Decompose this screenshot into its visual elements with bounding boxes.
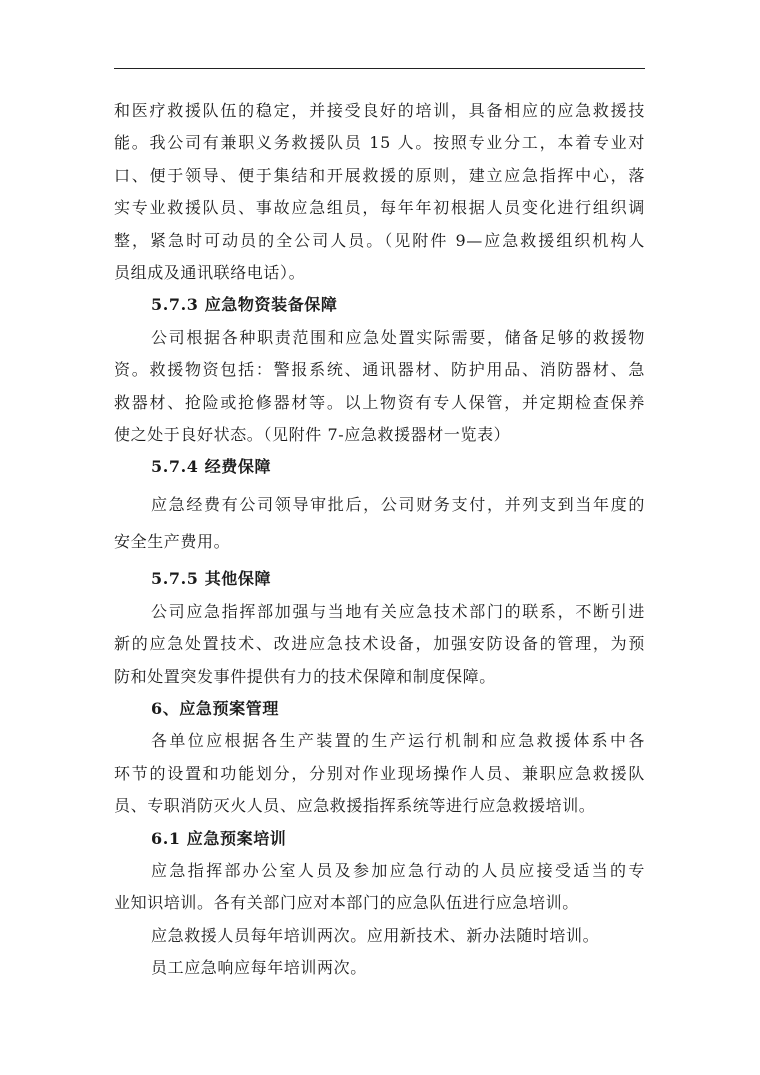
text-line: 各单位应根据各生产装置的生产运行机制和应急救援体系中各 (151, 731, 645, 751)
text-line: 实专业救援队员、事故应急组员，每年年初根据人员变化进行组织调 (114, 198, 645, 218)
text-line: 资。救援物资包括：警报系统、通讯器材、防护用品、消防器材、急 (114, 360, 645, 380)
text-line: 救器材、抢险或抢修器材等。以上物资有专人保管，并定期检查保养 (114, 392, 645, 412)
paragraph-training-scope (114, 725, 645, 822)
paragraph-rescue-staff-training: 应急救援人员每年培训两次。应用新技术、新办法随时培训。 (151, 925, 600, 945)
text-line: 口、便于领导、便于集结和开展救援的原则，建立应急指挥中心，落 (114, 165, 645, 185)
paragraph-employee-training: 员工应急响应每年培训两次。 (151, 958, 367, 978)
section-heading-5-7-3: 5.7.3 应急物资装备保障 (151, 295, 338, 315)
text-line: 环节的设置和功能划分，分别对作业现场操作人员、兼职应急救援队 (114, 763, 645, 783)
text-line: 使之处于良好状态。（见附件 7-应急救援器材一览表） (114, 424, 511, 444)
text-line: 新的应急处置技术、改进应急技术设备，加强安防设备的管理，为预 (114, 634, 645, 654)
document-body (114, 95, 645, 985)
text-line: 公司根据各种职责范围和应急处置实际需要，储备足够的救援物 (151, 327, 645, 347)
section-heading-5-7-5: 5.7.5 其他保障 (151, 569, 272, 589)
paragraph-team-stability (114, 95, 645, 289)
text-line: 防和处置突发事件提供有力的技术保障和制度保障。 (114, 666, 496, 686)
text-line: 能。我公司有兼职义务救援队员 15 人。按照专业分工，本着专业对 (114, 133, 645, 153)
header-rule (114, 68, 645, 69)
section-heading-5-7-4: 5.7.4 经费保障 (151, 457, 272, 477)
text-line: 和医疗救援队伍的稳定，并接受良好的培训，具备相应的应急救援技 (114, 101, 645, 120)
text-line: 员、专职消防灭火人员、应急救援指挥系统等进行应急救援培训。 (114, 796, 596, 816)
section-heading-6: 6、应急预案管理 (151, 699, 279, 719)
paragraph-materials (114, 322, 645, 452)
section-heading-6-1: 6.1 应急预案培训 (151, 828, 287, 848)
text-line: 应急指挥部办公室人员及参加应急行动的人员应接受适当的专 (151, 860, 645, 880)
text-line: 应急经费有公司领导审批后，公司财务支付，并列支到当年度的 (151, 494, 645, 514)
paragraph-professional-training (114, 855, 645, 920)
paragraph-funds (114, 489, 645, 559)
text-line: 整，紧急时可动员的全公司人员。（见附件 9—应急救援组织机构人 (114, 230, 645, 250)
text-line: 业知识培训。各有关部门应对本部门的应急队伍进行应急培训。 (114, 893, 579, 913)
text-line: 员组成及通讯联络电话）。 (114, 262, 306, 282)
text-line: 公司应急指挥部加强与当地有关应急技术部门的联系，不断引进 (151, 601, 645, 621)
paragraph-other-support (114, 596, 645, 693)
text-line: 安全生产费用。 (114, 532, 231, 552)
